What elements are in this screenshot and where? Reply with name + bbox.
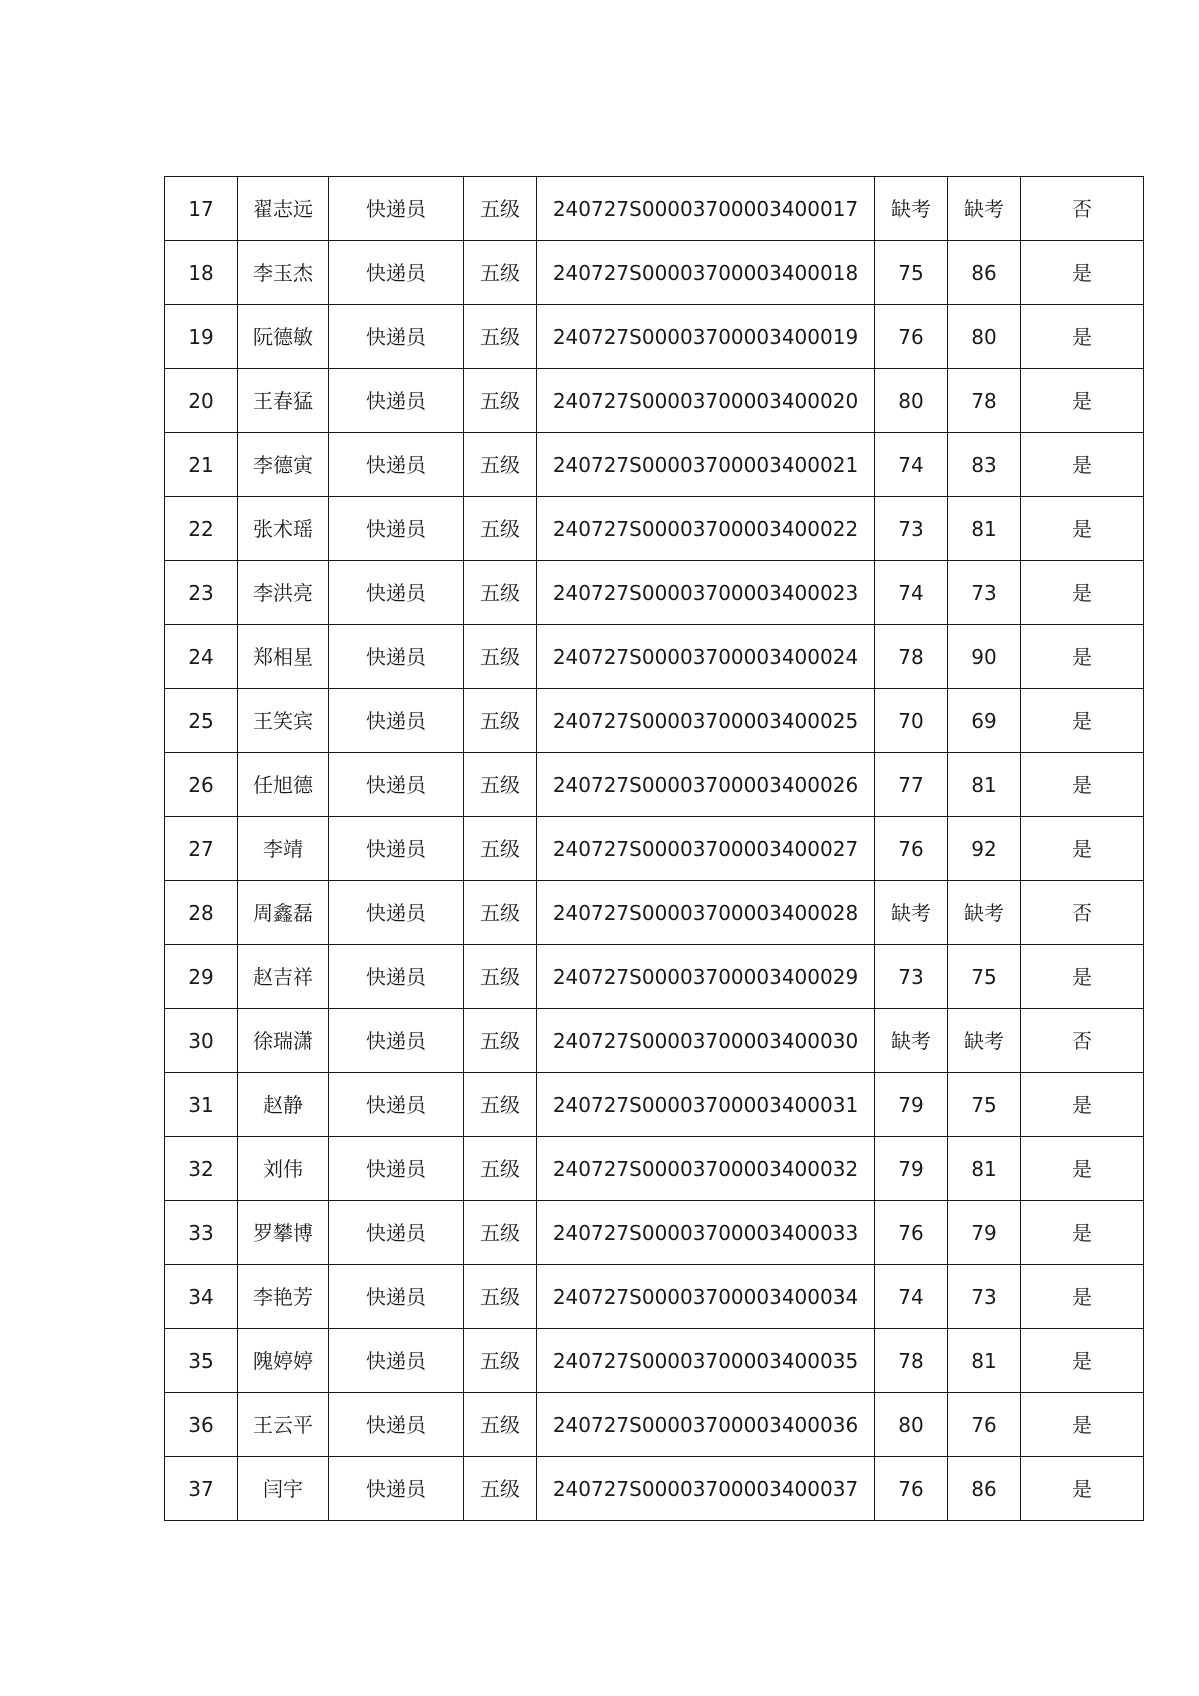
table-row [165, 1073, 1144, 1137]
row-number-cell: 36 [165, 1393, 238, 1457]
table-row [165, 753, 1144, 817]
occupation-cell: 快递员 [329, 1073, 464, 1137]
row-number-cell: 22 [165, 497, 238, 561]
pass-status-cell: 否 [1021, 1009, 1144, 1073]
row-number-cell: 17 [165, 177, 238, 241]
row-number-cell: 18 [165, 241, 238, 305]
theory-score-cell: 73 [875, 945, 948, 1009]
table-row [165, 817, 1144, 881]
name-cell: 阮德敏 [238, 305, 329, 369]
name-cell: 罗攀博 [238, 1201, 329, 1265]
occupation-cell: 快递员 [329, 1201, 464, 1265]
row-number-cell: 37 [165, 1457, 238, 1521]
name-cell: 李玉杰 [238, 241, 329, 305]
occupation-cell: 快递员 [329, 1137, 464, 1201]
ticket-number-cell: 240727S00003700003400029 [537, 945, 875, 1009]
row-number-cell: 25 [165, 689, 238, 753]
ticket-number-cell: 240727S00003700003400033 [537, 1201, 875, 1265]
occupation-cell: 快递员 [329, 433, 464, 497]
pass-status-cell: 是 [1021, 1393, 1144, 1457]
pass-status-cell: 是 [1021, 817, 1144, 881]
row-number-cell: 23 [165, 561, 238, 625]
name-cell: 闫宇 [238, 1457, 329, 1521]
pass-status-cell: 是 [1021, 369, 1144, 433]
theory-score-cell: 70 [875, 689, 948, 753]
name-cell: 王云平 [238, 1393, 329, 1457]
name-cell: 徐瑞潇 [238, 1009, 329, 1073]
ticket-number-cell: 240727S00003700003400020 [537, 369, 875, 433]
pass-status-cell: 是 [1021, 433, 1144, 497]
table-row [165, 625, 1144, 689]
level-cell: 五级 [464, 1265, 537, 1329]
table-row [165, 1265, 1144, 1329]
occupation-cell: 快递员 [329, 241, 464, 305]
skill-score-cell: 81 [948, 753, 1021, 817]
table-row [165, 241, 1144, 305]
pass-status-cell: 是 [1021, 1201, 1144, 1265]
theory-score-cell: 78 [875, 1329, 948, 1393]
pass-status-cell: 是 [1021, 1265, 1144, 1329]
ticket-number-cell: 240727S00003700003400036 [537, 1393, 875, 1457]
pass-status-cell: 是 [1021, 945, 1144, 1009]
name-cell: 隗婷婷 [238, 1329, 329, 1393]
pass-status-cell: 是 [1021, 689, 1144, 753]
row-number-cell: 31 [165, 1073, 238, 1137]
theory-score-cell: 74 [875, 561, 948, 625]
table-row [165, 1393, 1144, 1457]
level-cell: 五级 [464, 497, 537, 561]
ticket-number-cell: 240727S00003700003400019 [537, 305, 875, 369]
ticket-number-cell: 240727S00003700003400037 [537, 1457, 875, 1521]
skill-score-cell: 缺考 [948, 1009, 1021, 1073]
theory-score-cell: 76 [875, 305, 948, 369]
skill-score-cell: 90 [948, 625, 1021, 689]
occupation-cell: 快递员 [329, 561, 464, 625]
name-cell: 翟志远 [238, 177, 329, 241]
table-row [165, 561, 1144, 625]
row-number-cell: 30 [165, 1009, 238, 1073]
ticket-number-cell: 240727S00003700003400024 [537, 625, 875, 689]
ticket-number-cell: 240727S00003700003400028 [537, 881, 875, 945]
occupation-cell: 快递员 [329, 1265, 464, 1329]
level-cell: 五级 [464, 753, 537, 817]
ticket-number-cell: 240727S00003700003400018 [537, 241, 875, 305]
occupation-cell: 快递员 [329, 369, 464, 433]
theory-score-cell: 76 [875, 1201, 948, 1265]
pass-status-cell: 是 [1021, 497, 1144, 561]
theory-score-cell: 80 [875, 1393, 948, 1457]
theory-score-cell: 79 [875, 1137, 948, 1201]
table-row [165, 497, 1144, 561]
name-cell: 任旭德 [238, 753, 329, 817]
level-cell: 五级 [464, 177, 537, 241]
skill-score-cell: 73 [948, 561, 1021, 625]
ticket-number-cell: 240727S00003700003400034 [537, 1265, 875, 1329]
level-cell: 五级 [464, 305, 537, 369]
ticket-number-cell: 240727S00003700003400017 [537, 177, 875, 241]
name-cell: 王春猛 [238, 369, 329, 433]
name-cell: 赵吉祥 [238, 945, 329, 1009]
row-number-cell: 33 [165, 1201, 238, 1265]
theory-score-cell: 73 [875, 497, 948, 561]
level-cell: 五级 [464, 881, 537, 945]
pass-status-cell: 否 [1021, 881, 1144, 945]
table-row [165, 689, 1144, 753]
name-cell: 李靖 [238, 817, 329, 881]
occupation-cell: 快递员 [329, 497, 464, 561]
pass-status-cell: 是 [1021, 753, 1144, 817]
table-row [165, 881, 1144, 945]
name-cell: 赵静 [238, 1073, 329, 1137]
occupation-cell: 快递员 [329, 177, 464, 241]
level-cell: 五级 [464, 1137, 537, 1201]
level-cell: 五级 [464, 625, 537, 689]
table-row [165, 1137, 1144, 1201]
pass-status-cell: 是 [1021, 1457, 1144, 1521]
theory-score-cell: 77 [875, 753, 948, 817]
level-cell: 五级 [464, 817, 537, 881]
level-cell: 五级 [464, 1073, 537, 1137]
name-cell: 李艳芳 [238, 1265, 329, 1329]
table-row [165, 945, 1144, 1009]
name-cell: 刘伟 [238, 1137, 329, 1201]
table-row [165, 177, 1144, 241]
row-number-cell: 27 [165, 817, 238, 881]
occupation-cell: 快递员 [329, 1393, 464, 1457]
skill-score-cell: 73 [948, 1265, 1021, 1329]
level-cell: 五级 [464, 1009, 537, 1073]
ticket-number-cell: 240727S00003700003400026 [537, 753, 875, 817]
results-table [164, 176, 1144, 1521]
occupation-cell: 快递员 [329, 945, 464, 1009]
ticket-number-cell: 240727S00003700003400025 [537, 689, 875, 753]
level-cell: 五级 [464, 945, 537, 1009]
table-row [165, 1201, 1144, 1265]
row-number-cell: 28 [165, 881, 238, 945]
ticket-number-cell: 240727S00003700003400030 [537, 1009, 875, 1073]
level-cell: 五级 [464, 561, 537, 625]
pass-status-cell: 是 [1021, 561, 1144, 625]
skill-score-cell: 81 [948, 1329, 1021, 1393]
pass-status-cell: 是 [1021, 1329, 1144, 1393]
occupation-cell: 快递员 [329, 689, 464, 753]
row-number-cell: 20 [165, 369, 238, 433]
skill-score-cell: 缺考 [948, 881, 1021, 945]
occupation-cell: 快递员 [329, 305, 464, 369]
theory-score-cell: 74 [875, 433, 948, 497]
level-cell: 五级 [464, 1393, 537, 1457]
pass-status-cell: 是 [1021, 241, 1144, 305]
level-cell: 五级 [464, 1201, 537, 1265]
row-number-cell: 29 [165, 945, 238, 1009]
pass-status-cell: 是 [1021, 305, 1144, 369]
pass-status-cell: 是 [1021, 625, 1144, 689]
skill-score-cell: 76 [948, 1393, 1021, 1457]
theory-score-cell: 78 [875, 625, 948, 689]
theory-score-cell: 缺考 [875, 881, 948, 945]
occupation-cell: 快递员 [329, 817, 464, 881]
ticket-number-cell: 240727S00003700003400032 [537, 1137, 875, 1201]
skill-score-cell: 80 [948, 305, 1021, 369]
level-cell: 五级 [464, 241, 537, 305]
name-cell: 李德寅 [238, 433, 329, 497]
theory-score-cell: 75 [875, 241, 948, 305]
skill-score-cell: 69 [948, 689, 1021, 753]
row-number-cell: 24 [165, 625, 238, 689]
skill-score-cell: 缺考 [948, 177, 1021, 241]
pass-status-cell: 是 [1021, 1137, 1144, 1201]
occupation-cell: 快递员 [329, 881, 464, 945]
pass-status-cell: 是 [1021, 1073, 1144, 1137]
theory-score-cell: 76 [875, 1457, 948, 1521]
skill-score-cell: 86 [948, 1457, 1021, 1521]
skill-score-cell: 75 [948, 1073, 1021, 1137]
ticket-number-cell: 240727S00003700003400027 [537, 817, 875, 881]
row-number-cell: 35 [165, 1329, 238, 1393]
table-row [165, 369, 1144, 433]
level-cell: 五级 [464, 1457, 537, 1521]
skill-score-cell: 81 [948, 1137, 1021, 1201]
row-number-cell: 32 [165, 1137, 238, 1201]
row-number-cell: 21 [165, 433, 238, 497]
row-number-cell: 19 [165, 305, 238, 369]
ticket-number-cell: 240727S00003700003400021 [537, 433, 875, 497]
ticket-number-cell: 240727S00003700003400022 [537, 497, 875, 561]
skill-score-cell: 92 [948, 817, 1021, 881]
level-cell: 五级 [464, 1329, 537, 1393]
skill-score-cell: 83 [948, 433, 1021, 497]
theory-score-cell: 缺考 [875, 177, 948, 241]
occupation-cell: 快递员 [329, 1457, 464, 1521]
level-cell: 五级 [464, 433, 537, 497]
ticket-number-cell: 240727S00003700003400035 [537, 1329, 875, 1393]
ticket-number-cell: 240727S00003700003400023 [537, 561, 875, 625]
theory-score-cell: 79 [875, 1073, 948, 1137]
occupation-cell: 快递员 [329, 1329, 464, 1393]
skill-score-cell: 86 [948, 241, 1021, 305]
name-cell: 张术瑶 [238, 497, 329, 561]
name-cell: 王笑宾 [238, 689, 329, 753]
name-cell: 李洪亮 [238, 561, 329, 625]
skill-score-cell: 81 [948, 497, 1021, 561]
theory-score-cell: 缺考 [875, 1009, 948, 1073]
results-table-body [165, 177, 1144, 1521]
table-row [165, 1329, 1144, 1393]
row-number-cell: 26 [165, 753, 238, 817]
name-cell: 周鑫磊 [238, 881, 329, 945]
table-row [165, 433, 1144, 497]
level-cell: 五级 [464, 689, 537, 753]
table-row [165, 305, 1144, 369]
theory-score-cell: 76 [875, 817, 948, 881]
occupation-cell: 快递员 [329, 753, 464, 817]
ticket-number-cell: 240727S00003700003400031 [537, 1073, 875, 1137]
theory-score-cell: 80 [875, 369, 948, 433]
skill-score-cell: 78 [948, 369, 1021, 433]
skill-score-cell: 79 [948, 1201, 1021, 1265]
table-row [165, 1457, 1144, 1521]
name-cell: 郑相星 [238, 625, 329, 689]
table-row [165, 1009, 1144, 1073]
level-cell: 五级 [464, 369, 537, 433]
pass-status-cell: 否 [1021, 177, 1144, 241]
row-number-cell: 34 [165, 1265, 238, 1329]
skill-score-cell: 75 [948, 945, 1021, 1009]
occupation-cell: 快递员 [329, 625, 464, 689]
theory-score-cell: 74 [875, 1265, 948, 1329]
occupation-cell: 快递员 [329, 1009, 464, 1073]
